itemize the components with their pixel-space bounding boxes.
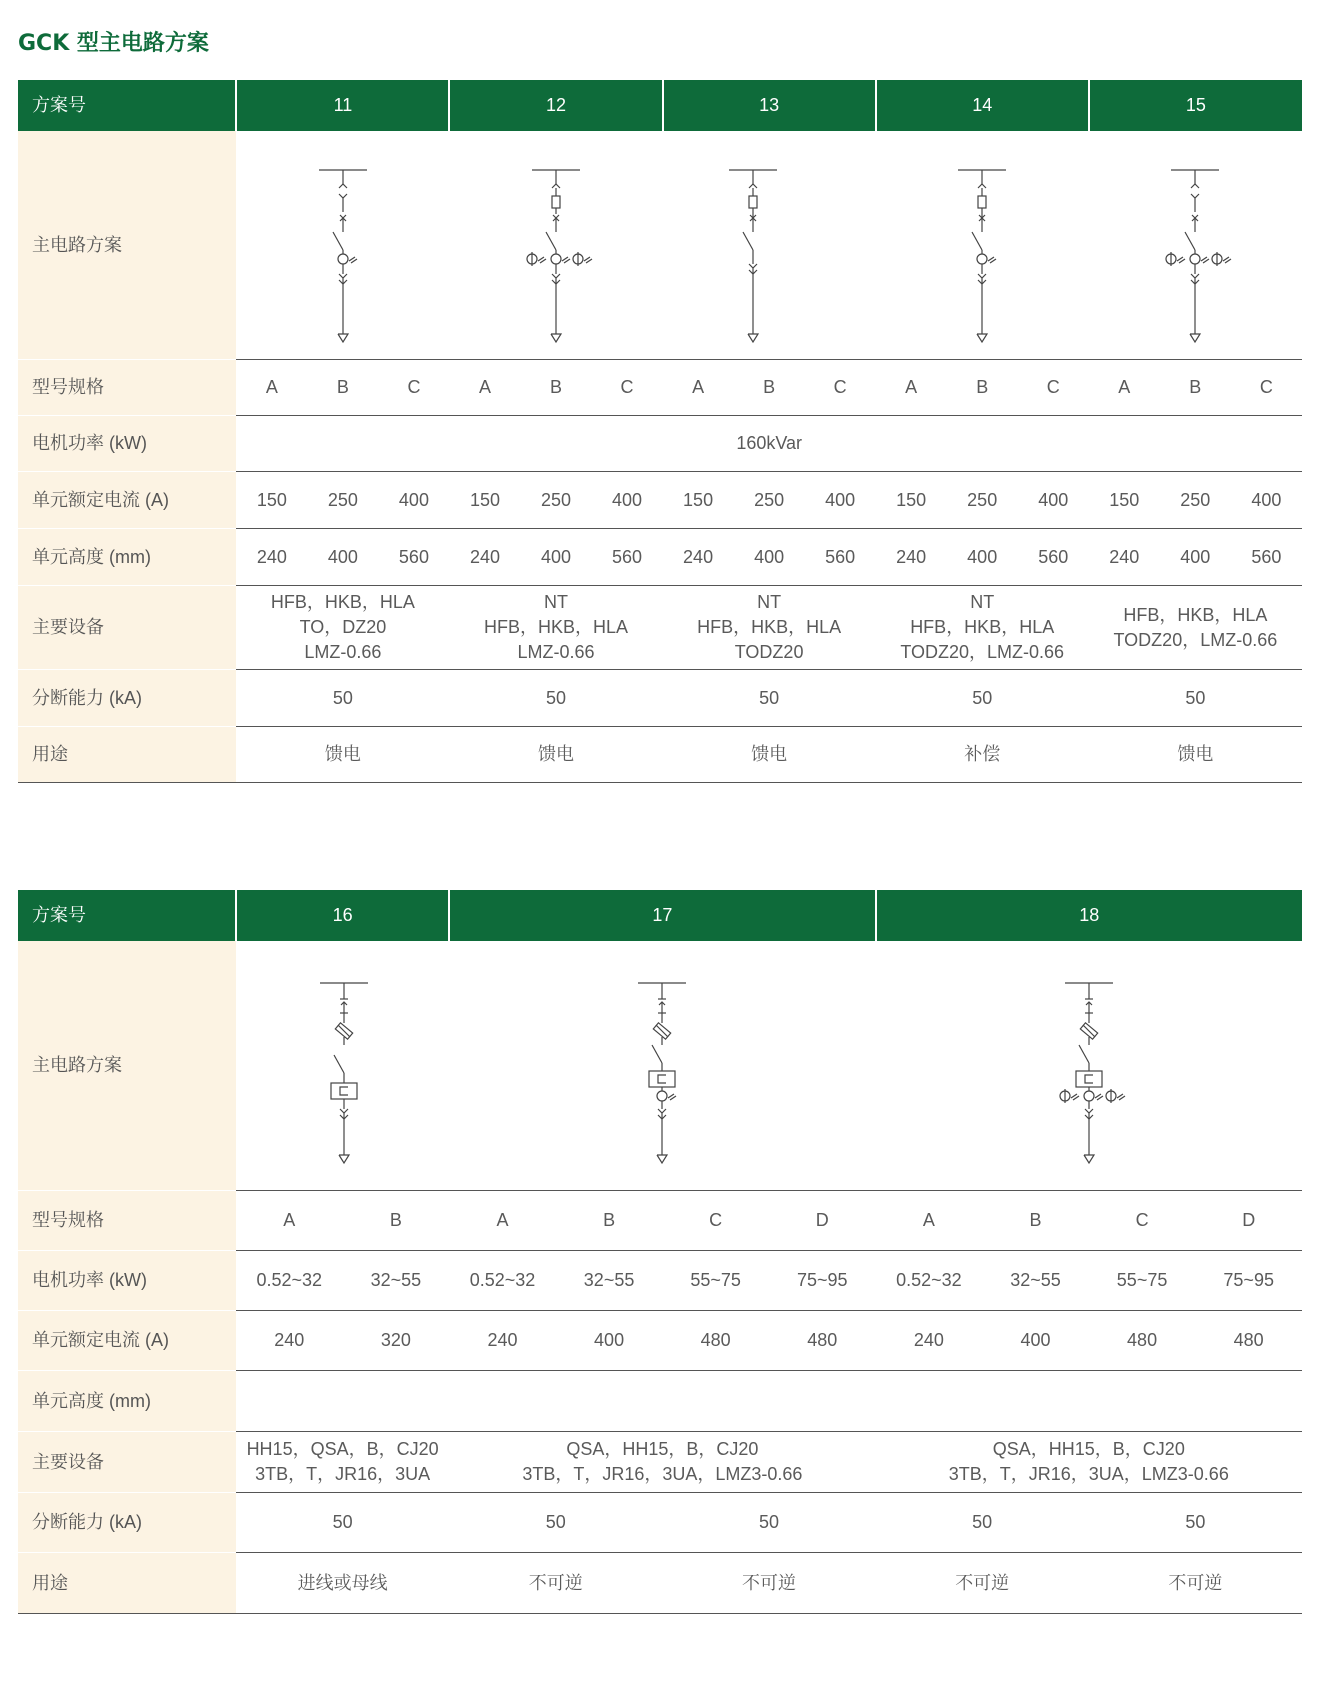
equipment-line: NT xyxy=(757,592,782,612)
usage-cell: 不可逆 xyxy=(449,1553,662,1614)
height-cell: 400 xyxy=(307,529,378,586)
power-row xyxy=(18,1251,1302,1311)
row-header-model: 型号规格 xyxy=(18,360,236,416)
current-cell: 320 xyxy=(343,1311,450,1371)
power-cell: 55~75 xyxy=(662,1251,769,1311)
equipment-line: 3TB，T，JR16，3UA，LMZ3-0.66 xyxy=(948,1464,1229,1484)
scheme-number: 11 xyxy=(236,80,449,131)
current-cell: 400 xyxy=(1018,472,1089,529)
motor-circuit-17-icon xyxy=(632,973,692,1173)
power-cell: 75~95 xyxy=(769,1251,876,1311)
power-cell: 0.52~32 xyxy=(876,1251,983,1311)
row-header-circuit: 主电路方案 xyxy=(18,941,236,1191)
model-cell: B xyxy=(343,1191,450,1251)
usage-cell: 馈电 xyxy=(236,727,449,783)
current-cell: 150 xyxy=(663,472,734,529)
height-cell: 560 xyxy=(592,529,663,586)
height-cell: 400 xyxy=(521,529,592,586)
current-cell: 250 xyxy=(307,472,378,529)
equipment-line: NT xyxy=(970,592,995,612)
scheme-number: 13 xyxy=(663,80,876,131)
equipment-line: HFB，HKB，HLA xyxy=(697,617,842,637)
height-cell: 400 xyxy=(734,529,805,586)
motor-circuit-16-icon xyxy=(314,973,374,1173)
breaking-cell: 50 xyxy=(1089,1493,1302,1553)
height-cell: 240 xyxy=(1089,529,1160,586)
row-header-current: 单元额定电流 (A) xyxy=(18,472,236,529)
circuit-diagram-cell xyxy=(236,941,449,1191)
current-cell: 480 xyxy=(1195,1311,1302,1371)
usage-cell: 进线或母线 xyxy=(236,1553,449,1614)
circuit-table-11-15 xyxy=(18,80,1302,783)
usage-row xyxy=(18,1553,1302,1614)
usage-row xyxy=(18,727,1302,783)
equipment-row xyxy=(18,1432,1302,1493)
model-cell: C xyxy=(1018,360,1089,416)
equipment-line: TO，DZ20 xyxy=(299,617,387,637)
model-row xyxy=(18,360,1302,416)
model-cell: A xyxy=(236,1191,343,1251)
row-header-scheme: 方案号 xyxy=(18,80,236,131)
current-cell: 250 xyxy=(734,472,805,529)
equipment-line: QSA，HH15，B，CJ20 xyxy=(992,1439,1185,1459)
feeder-circuit-13-icon xyxy=(723,160,783,350)
power-cell: 75~95 xyxy=(1195,1251,1302,1311)
model-cell: B xyxy=(734,360,805,416)
usage-cell: 馈电 xyxy=(449,727,662,783)
equipment-line: HFB，HKB，HLA xyxy=(484,617,629,637)
current-cell: 400 xyxy=(556,1311,663,1371)
page-title: GCK 型主电路方案 xyxy=(18,31,209,56)
height-cell: 560 xyxy=(1231,529,1302,586)
breaking-cell: 50 xyxy=(449,670,662,727)
scheme-number: 14 xyxy=(876,80,1089,131)
current-cell: 400 xyxy=(592,472,663,529)
breaking-row xyxy=(18,1493,1302,1553)
equipment-cell xyxy=(876,1432,1302,1493)
scheme-number: 15 xyxy=(1089,80,1302,131)
breaking-cell: 50 xyxy=(663,670,876,727)
current-cell: 150 xyxy=(236,472,307,529)
power-cell: 32~55 xyxy=(556,1251,663,1311)
row-header-power: 电机功率 (kW) xyxy=(18,1251,236,1311)
row-header-current: 单元额定电流 (A) xyxy=(18,1311,236,1371)
feeder-circuit-15-icon xyxy=(1155,160,1235,350)
height-row xyxy=(18,529,1302,586)
breaking-cell: 50 xyxy=(1089,670,1302,727)
row-header-scheme: 方案号 xyxy=(18,890,236,941)
model-cell: D xyxy=(769,1191,876,1251)
height-row xyxy=(18,1371,1302,1432)
current-cell: 250 xyxy=(521,472,592,529)
breaking-row xyxy=(18,670,1302,727)
equipment-cell xyxy=(236,586,449,670)
feeder-circuit-12-icon xyxy=(516,160,596,350)
scheme-number-row xyxy=(18,890,1302,941)
equipment-line: QSA，HH15，B，CJ20 xyxy=(566,1439,759,1459)
height-cell xyxy=(236,1371,1302,1432)
row-header-power: 电机功率 (kW) xyxy=(18,416,236,472)
circuit-table-16-18 xyxy=(18,890,1302,1614)
equipment-line: HFB，HKB，HLA xyxy=(910,617,1055,637)
row-header-equipment: 主要设备 xyxy=(18,586,236,670)
current-cell: 250 xyxy=(1160,472,1231,529)
circuit-diagram-cell xyxy=(1089,131,1302,360)
height-cell: 240 xyxy=(449,529,520,586)
model-row xyxy=(18,1191,1302,1251)
model-cell: C xyxy=(378,360,449,416)
current-cell: 480 xyxy=(1089,1311,1196,1371)
current-cell: 480 xyxy=(662,1311,769,1371)
compensation-circuit-14-icon xyxy=(952,160,1012,350)
height-cell: 400 xyxy=(947,529,1018,586)
equipment-cell xyxy=(1089,586,1302,670)
scheme-number: 16 xyxy=(236,890,449,941)
circuit-diagram-cell xyxy=(663,131,876,360)
model-cell: D xyxy=(1195,1191,1302,1251)
current-row xyxy=(18,1311,1302,1371)
scheme-number: 18 xyxy=(876,890,1302,941)
equipment-cell xyxy=(876,586,1089,670)
model-cell: C xyxy=(662,1191,769,1251)
height-cell: 240 xyxy=(663,529,734,586)
current-cell: 400 xyxy=(1231,472,1302,529)
circuit-diagram-cell xyxy=(876,131,1089,360)
current-cell: 250 xyxy=(947,472,1018,529)
circuit-diagram-cell xyxy=(449,941,875,1191)
circuit-diagram-cell xyxy=(876,941,1302,1191)
equipment-row xyxy=(18,586,1302,670)
model-cell: B xyxy=(947,360,1018,416)
equipment-line: TODZ20，LMZ-0.66 xyxy=(1113,629,1278,650)
scheme-number-row xyxy=(18,80,1302,131)
row-header-equipment: 主要设备 xyxy=(18,1432,236,1493)
power-cell: 32~55 xyxy=(982,1251,1089,1311)
height-cell: 240 xyxy=(236,529,307,586)
equipment-line: TODZ20 xyxy=(734,642,804,662)
current-cell: 240 xyxy=(236,1311,343,1371)
current-cell: 150 xyxy=(1089,472,1160,529)
feeder-circuit-11-icon xyxy=(313,160,373,350)
power-cell: 0.52~32 xyxy=(449,1251,556,1311)
row-header-height: 单元高度 (mm) xyxy=(18,529,236,586)
equipment-line: LMZ-0.66 xyxy=(517,642,595,662)
usage-cell: 补偿 xyxy=(876,727,1089,783)
current-cell: 150 xyxy=(449,472,520,529)
row-header-usage: 用途 xyxy=(18,1553,236,1614)
model-cell: A xyxy=(449,1191,556,1251)
height-cell: 560 xyxy=(805,529,876,586)
model-cell: A xyxy=(663,360,734,416)
row-header-breaking: 分断能力 (kA) xyxy=(18,1493,236,1553)
current-row xyxy=(18,472,1302,529)
current-cell: 150 xyxy=(876,472,947,529)
row-header-usage: 用途 xyxy=(18,727,236,783)
model-cell: B xyxy=(556,1191,663,1251)
model-cell: A xyxy=(876,1191,983,1251)
usage-cell: 馈电 xyxy=(663,727,876,783)
model-cell: B xyxy=(521,360,592,416)
model-cell: A xyxy=(876,360,947,416)
power-cell: 55~75 xyxy=(1089,1251,1196,1311)
current-cell: 400 xyxy=(982,1311,1089,1371)
scheme-number: 12 xyxy=(449,80,662,131)
usage-cell: 不可逆 xyxy=(1089,1553,1302,1614)
usage-cell: 不可逆 xyxy=(662,1553,875,1614)
usage-cell: 不可逆 xyxy=(876,1553,1089,1614)
circuit-diagram-cell xyxy=(236,131,449,360)
scheme-number: 17 xyxy=(449,890,875,941)
model-cell: B xyxy=(307,360,378,416)
height-cell: 560 xyxy=(1018,529,1089,586)
current-cell: 400 xyxy=(805,472,876,529)
model-cell: A xyxy=(236,360,307,416)
current-cell: 240 xyxy=(876,1311,983,1371)
row-header-breaking: 分断能力 (kA) xyxy=(18,670,236,727)
row-header-height: 单元高度 (mm) xyxy=(18,1371,236,1432)
equipment-line: LMZ-0.66 xyxy=(304,642,382,662)
equipment-line: NT xyxy=(544,592,569,612)
equipment-line: HFB，HKB，HLA xyxy=(270,592,415,612)
model-cell: B xyxy=(982,1191,1089,1251)
model-cell: A xyxy=(449,360,520,416)
breaking-cell: 50 xyxy=(662,1493,875,1553)
model-cell: C xyxy=(1089,1191,1196,1251)
equipment-line: 3TB，T，JR16，3UA xyxy=(255,1464,431,1484)
equipment-line: HFB，HKB，HLA xyxy=(1123,604,1268,625)
breaking-cell: 50 xyxy=(236,1493,449,1553)
breaking-cell: 50 xyxy=(876,1493,1089,1553)
equipment-cell xyxy=(236,1432,449,1493)
equipment-cell xyxy=(449,586,662,670)
motor-circuit-18-icon xyxy=(1049,973,1129,1173)
power-cell: 160kVar xyxy=(236,416,1302,472)
height-cell: 400 xyxy=(1160,529,1231,586)
equipment-cell xyxy=(449,1432,875,1493)
breaking-cell: 50 xyxy=(236,670,449,727)
height-cell: 560 xyxy=(378,529,449,586)
row-header-model: 型号规格 xyxy=(18,1191,236,1251)
model-cell: C xyxy=(805,360,876,416)
breaking-cell: 50 xyxy=(876,670,1089,727)
circuit-diagram-row xyxy=(18,131,1302,360)
equipment-line: TODZ20，LMZ-0.66 xyxy=(900,642,1065,662)
breaking-cell: 50 xyxy=(449,1493,662,1553)
model-cell: C xyxy=(592,360,663,416)
model-cell: B xyxy=(1160,360,1231,416)
power-cell: 32~55 xyxy=(343,1251,450,1311)
equipment-line: HH15，QSA，B，CJ20 xyxy=(246,1439,439,1459)
circuit-diagram-row xyxy=(18,941,1302,1191)
usage-cell: 馈电 xyxy=(1089,727,1302,783)
power-cell: 0.52~32 xyxy=(236,1251,343,1311)
model-cell: C xyxy=(1231,360,1302,416)
current-cell: 240 xyxy=(449,1311,556,1371)
height-cell: 240 xyxy=(876,529,947,586)
row-header-circuit: 主电路方案 xyxy=(18,131,236,360)
model-cell: A xyxy=(1089,360,1160,416)
current-cell: 480 xyxy=(769,1311,876,1371)
equipment-line: 3TB，T，JR16，3UA，LMZ3-0.66 xyxy=(522,1464,803,1484)
equipment-cell xyxy=(663,586,876,670)
current-cell: 400 xyxy=(378,472,449,529)
power-row xyxy=(18,416,1302,472)
circuit-diagram-cell xyxy=(449,131,662,360)
